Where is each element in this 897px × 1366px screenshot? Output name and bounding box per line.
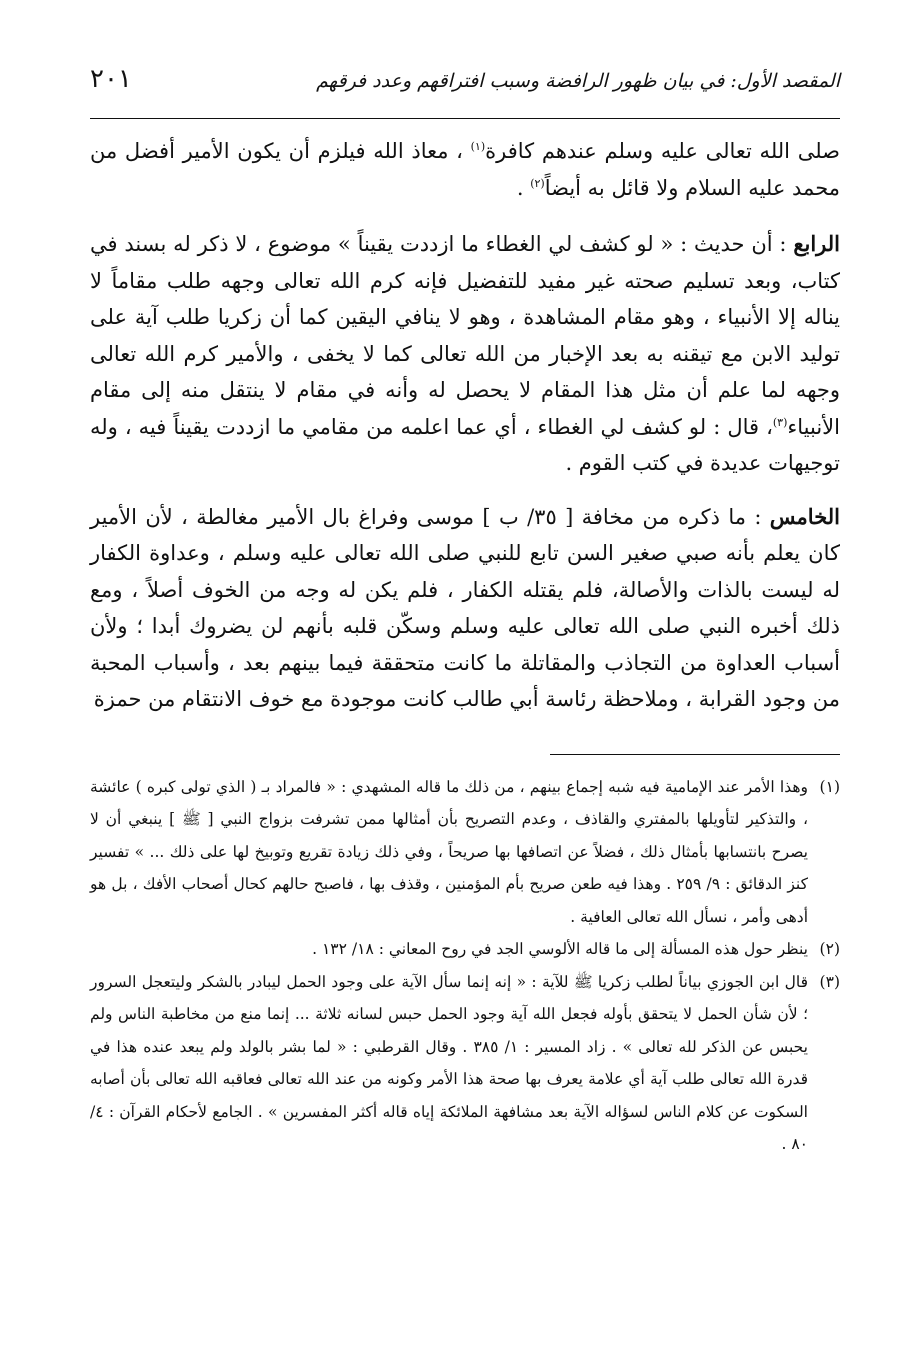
footnote-1-text: وهذا الأمر عند الإمامية فيه شبه إجماع بينهم ، من ذلك ما قاله المشهدي : « فالمراد بـ ( الذي تولى كبره ) عائشة ، والتذكير لتأويلها بالمفتري والقاذف ، وعدم التصريح بأن أمثالها ممن تشرفت بزواج النبي [ ﷺ ] ينبغي أن لا يصرح بانتسابها بأمثال ذلك ، فضلاً عن اتصافها بها صريحاً ، وفي ذلك زيادة تقريع وتوبيخ لها على ذلك ... » تفسير كنز الدقائق : ٩/ ٢٥٩ . وهذا فيه طعن صريح بأم المؤمنين ، وقذف بها ، فاصبح حالهم كحال أصحاب الأفك ، بل هو أدهى وأمر ، نسأل الله تعالى العافية . <box>90 777 808 926</box>
footnote-1 <box>90 771 840 934</box>
footnote-ref-3: (٣) <box>772 415 788 429</box>
footnote-3-text: قال ابن الجوزي بياناً لطلب زكريا ﷺ للآية : « إنه إنما سأل الآية على وجود الحمل ليبادر بالشكر وليتعجل السرور ؛ لأن شأن الحمل لا يتحقق بأوله فجعل الله آية وجود الحمل حبس لسانه ثلاثة ... إنما منع من مخاطبة الناس ولم يحبس عن الذكر لله تعالى » . زاد المسير : ١/ ٣٨٥ . وقال القرطبي : « لما بشر بالولد ولم يبعد عنده هذا في قدرة الله تعالى طلب آية أي علامة يعرف بها صحة هذا الأمر وكونه من عند الله تعالى فعاقبه الله تعالى بأن أصابه السكوت عن كلام الناس لسؤاله الآية بعد مشافهة الملائكة إياه قاله أكثر المفسرين » . الجامع لأحكام القرآن : ٤/ ٨٠ . <box>90 972 809 1153</box>
page-header <box>90 58 840 119</box>
paragraph-2-text-a: : أن حديث : « لو كشف لي الغطاء ما ازددت يقيناً » موضوع ، لا ذكر له بسند في كتاب، وبعد تسليم صحته غير مفيد للتفضيل فإنه كرم الله تعالى وجهه طلب مقاماً لا يناله إلا الأنبياء ، وهو مقام المشاهدة ، وهو لا ينافي اليقين كما أن زكريا طلب آية على توليد الابن مع تيقنه به بعد الإخبار من الله تعالى كما لا يخفى ، والأمير كرم الله تعالى وجهه لما علم أن مثل هذا المقام لا يحصل له وأنه في مقام لا ينتقل منه إلى مقام الأنبياء <box>90 232 840 439</box>
paragraph-3-text: : ما ذكره من مخافة [ ٣٥/ ب ] موسى وفراغ بال الأمير مغالطة ، لأن الأمير كان يعلم بأنه صبي صغير السن تابع للنبي صلى الله تعالى عليه وسلم ، وعداوة الكفار له ليست بالذات والأصالة، فلم يقتله الكفار ، فلم يكن له وجه من الخوف أصلاً ، ومع ذلك أخبره النبي صلى الله تعالى عليه وسلم وسكّن قلبه بأنهم لن يضروك أبدا ؛ ولأن أسباب العداوة من التجاذب والمقاتلة ما كانت متحققة فيما بينهم بعد ، وأسباب المحبة من وجود القرابة ، وملاحظة رئاسة أبي طالب كانت موجودة مع خوف الانتقام من حمزة <box>90 504 840 711</box>
paragraph-1-text-a: صلى الله تعالى عليه وسلم عندهم كافرة <box>485 139 840 163</box>
page-number: ٢٠١ <box>90 64 132 94</box>
paragraph-3 <box>90 499 840 718</box>
footnotes <box>90 771 840 1161</box>
footnote-3-number: (٣) <box>819 972 840 991</box>
paragraph-2-lead: الرابع <box>793 231 840 256</box>
footnote-ref-2: (٢) <box>530 176 545 190</box>
footnote-2-number: (٢) <box>819 940 840 958</box>
book-page <box>90 58 840 1161</box>
running-head: المقصد الأول: في بيان ظهور الرافضة وسبب افتراقهم وعدد فرقهم <box>316 70 840 92</box>
paragraph-1-text-b: ، معاذ الله فيلزم أن يكون الأمير أفضل من محمد عليه السلام ولا قائل به أيضاً <box>90 139 840 200</box>
footnote-2 <box>90 933 840 966</box>
paragraph-2 <box>90 226 840 482</box>
footnote-3 <box>90 966 840 1161</box>
paragraph-2-text-b: ، قال : لو كشف لي الغطاء ، أي عما اعلمه من مقامي ما ازددت يقيناً فيه ، وله توجيهات عديدة في كتب القوم . <box>90 414 840 475</box>
footnote-ref-1: (١) <box>470 140 486 153</box>
footnote-2-text: ينظر حول هذه المسألة إلى ما قاله الألوسي الجد في روح المعاني : ١٨/ ١٣٢ . <box>312 940 808 958</box>
footnote-1-number: (١) <box>819 777 840 796</box>
footnote-divider <box>550 754 840 755</box>
body-text <box>90 133 840 718</box>
paragraph-1-text-c: . <box>516 175 531 200</box>
paragraph-3-lead: الخامس <box>769 503 840 529</box>
paragraph-1 <box>90 133 840 206</box>
